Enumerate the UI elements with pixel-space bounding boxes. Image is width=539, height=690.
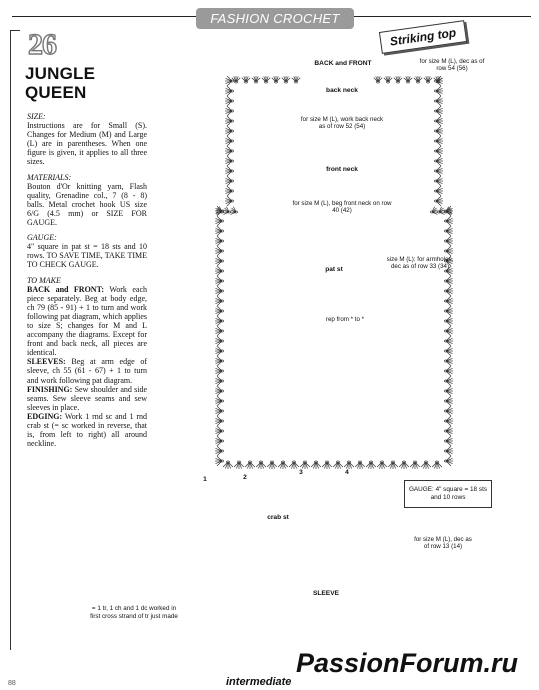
right-shoulder-fan: [414, 76, 422, 83]
bottom-edge-fan: [234, 461, 244, 469]
bottom-edge-fan: [289, 461, 299, 469]
left-edge-fan: [215, 426, 224, 436]
size-m-dec-top-note: for size M (L), dec as of row 54 (56): [419, 58, 485, 72]
right-edge-fan: [444, 426, 453, 436]
armhole-step-fan-right: [437, 207, 445, 215]
crab-step-4: 4: [345, 469, 349, 476]
left-edge-fan: [215, 246, 224, 256]
right-edge-fan: [434, 186, 443, 196]
bottom-edge-fan: [366, 461, 376, 469]
armhole-step-fan-right: [430, 207, 438, 215]
make-heading: TO MAKE: [27, 275, 61, 285]
right-shoulder-fan: [374, 76, 382, 83]
size-m-front-neck-note: for size M (L), beg front neck on row 40 (42): [292, 200, 392, 214]
left-edge-fan: [215, 216, 224, 226]
sleeves-label: SLEEVES:: [27, 357, 66, 367]
left-edge-fan: [215, 266, 224, 276]
right-edge-fan: [444, 296, 453, 306]
bottom-edge-fan: [432, 461, 442, 469]
materials-heading: MATERIALS:: [27, 172, 72, 182]
bottom-edge-fan: [388, 461, 398, 469]
right-edge-fan: [444, 306, 453, 316]
section-banner: FASHION CROCHET: [196, 8, 354, 29]
armhole-step-fan-left: [230, 207, 238, 215]
right-edge-fan: [444, 286, 453, 296]
left-edge-fan: [215, 276, 224, 286]
bottom-edge-fan: [344, 461, 354, 469]
size-m-sleeve-note: for size M (L), dec as of row 13 (14): [414, 536, 472, 550]
right-edge-fan: [444, 366, 453, 376]
right-edge-fan: [444, 446, 453, 456]
bottom-edge-fan: [333, 461, 343, 469]
right-edge-fan: [444, 246, 453, 256]
bottom-edge-fan: [223, 461, 233, 469]
bottom-edge-fan: [256, 461, 266, 469]
left-edge-fan: [215, 366, 224, 376]
finishing-text: Sew shoulder and side seams. Sew sleeve seams and sew sleeves in place.: [27, 384, 148, 412]
edging-label: EDGING:: [27, 411, 63, 421]
bottom-edge-fan: [399, 461, 409, 469]
left-edge-fan: [225, 196, 234, 206]
right-edge-fan: [434, 166, 443, 176]
bottom-edge-fan: [421, 461, 431, 469]
left-edge-fan: [225, 136, 234, 146]
bottom-edge-fan: [300, 461, 310, 469]
left-edge-fan: [215, 336, 224, 346]
left-edge-fan: [215, 346, 224, 356]
left-edge-fan: [215, 256, 224, 266]
armhole-step-fan-left: [223, 207, 231, 215]
right-edge-fan: [434, 136, 443, 146]
crab-step-1: 1: [203, 476, 207, 483]
size-heading: SIZE:: [27, 112, 46, 121]
pattern-tag: Striking top: [379, 20, 467, 54]
right-edge-fan: [444, 436, 453, 446]
left-edge-fan: [225, 166, 234, 176]
right-edge-fan: [444, 406, 453, 416]
left-edge-fan: [215, 316, 224, 326]
left-edge-fan: [225, 116, 234, 126]
left-edge-fan: [225, 126, 234, 136]
left-edge-fan: [225, 96, 234, 106]
sleeves-text: Beg at arm edge of sleeve, ch 55 (61 - 67) + 1 to turn and work following pat diagram.: [27, 357, 147, 385]
crab-step-3: 3: [299, 469, 303, 476]
left-edge-fan: [215, 226, 224, 236]
left-edge-fan: [225, 176, 234, 186]
back-front-text: Work each piece separately. Beg at body edge, ch 79 (85 - 91) + 1 to turn and work following pat diagram, which applies to size S; changes for M and L accompany the diagrams. Except for front and back neck, all pieces are identical.: [27, 284, 147, 358]
gauge-heading: GAUGE:: [27, 233, 57, 243]
left-edge-fan: [215, 296, 224, 306]
left-edge-fan: [215, 236, 224, 246]
difficulty-level: intermediate: [226, 676, 292, 688]
materials-text: Bouton d'Or knitting yarn, Flash quality, Grenadine col., 7 (8 - 8) balls. Metal crochet hook US size 6/G (4.5 mm) or SIZE FOR GAUGE.: [27, 181, 147, 228]
finishing-label: FINISHING:: [27, 384, 73, 394]
right-edge-fan: [444, 416, 453, 426]
left-edge-fan: [225, 76, 234, 86]
symbol-legend-text: = 1 tr, 1 ch and 1 dc worked in first cross strand of tr just made: [90, 605, 178, 620]
left-edge-fan: [225, 186, 234, 196]
left-shoulder-fan: [282, 76, 290, 83]
bottom-edge-fan: [355, 461, 365, 469]
repeat-note: rep from * to *: [325, 316, 365, 323]
bottom-edge-fan: [377, 461, 387, 469]
left-edge-fan: [215, 356, 224, 366]
right-edge-fan: [444, 376, 453, 386]
left-edge-fan: [225, 86, 234, 96]
back-neck-label: back neck: [326, 87, 358, 94]
left-shoulder-fan: [292, 76, 300, 83]
right-edge-fan: [444, 316, 453, 326]
left-edge-fan: [215, 406, 224, 416]
right-edge-fan: [444, 276, 453, 286]
bottom-edge-fan: [267, 461, 277, 469]
bottom-edge-fan: [322, 461, 332, 469]
gauge-text: 4" square in pat st = 18 sts and 10 rows. TO SAVE TIME, TAKE TIME TO CHECK GAUGE.: [27, 242, 147, 270]
right-edge-fan: [444, 236, 453, 246]
left-edge-fan: [225, 106, 234, 116]
right-edge-fan: [434, 196, 443, 206]
right-edge-fan: [434, 176, 443, 186]
right-edge-fan: [434, 156, 443, 166]
left-edge-fan: [215, 306, 224, 316]
right-edge-fan: [444, 396, 453, 406]
page-number: 88: [8, 680, 16, 687]
left-shoulder-fan: [272, 76, 280, 83]
watermark: PassionForum.ru: [296, 648, 519, 678]
left-edge-fan: [215, 386, 224, 396]
left-edge-fan: [215, 326, 224, 336]
size-text: Instructions are for Small (S). Changes for Medium (M) and Large (L) are in parentheses. When one figure is given, it applies to all three sizes.: [27, 121, 147, 167]
right-edge-fan: [444, 336, 453, 346]
back-front-label: BACK and FRONT:: [27, 284, 104, 294]
right-edge-fan: [444, 326, 453, 336]
right-edge-fan: [434, 146, 443, 156]
right-shoulder-fan: [424, 76, 432, 83]
pattern-number: 26: [28, 28, 56, 61]
right-edge-fan: [444, 456, 453, 466]
right-edge-fan: [444, 356, 453, 366]
gauge-box: GAUGE: 4" square = 18 sts and 10 rows: [404, 480, 492, 508]
left-shoulder-fan: [242, 76, 250, 83]
pattern-title-line-1: JUNGLE: [25, 64, 96, 83]
right-edge-fan: [434, 86, 443, 96]
pattern-title-line-2: QUEEN: [25, 83, 87, 102]
bottom-edge-fan: [278, 461, 288, 469]
right-edge-fan: [434, 126, 443, 136]
edging-text: Work 1 rnd sc and 1 rnd crab st (= sc worked in reverse, that is, from left to right) all around neckline.: [27, 411, 147, 449]
right-edge-fan: [444, 226, 453, 236]
crab-st-label: crab st: [267, 514, 289, 521]
right-shoulder-fan: [394, 76, 402, 83]
right-edge-fan: [444, 216, 453, 226]
right-shoulder-fan: [384, 76, 392, 83]
left-edge-fan: [225, 146, 234, 156]
right-edge-fan: [444, 346, 453, 356]
right-edge-fan: [434, 106, 443, 116]
front-neck-label: front neck: [326, 166, 358, 173]
crab-step-2: 2: [243, 474, 247, 481]
back-front-label-diagram: BACK and FRONT: [314, 60, 372, 67]
bottom-edge-fan: [311, 461, 321, 469]
left-edge-fan: [215, 286, 224, 296]
bottom-edge-fan: [410, 461, 420, 469]
pat-st-label: pat st: [325, 266, 343, 273]
left-edge-fan: [215, 376, 224, 386]
right-shoulder-fan: [404, 76, 412, 83]
left-edge-fan: [215, 456, 224, 466]
left-shoulder-fan: [252, 76, 260, 83]
size-m-armholes-note: size M (L): for armholes, dec as of row 33 (34): [386, 256, 454, 270]
left-shoulder-fan: [262, 76, 270, 83]
bottom-edge-fan: [245, 461, 255, 469]
size-m-back-neck-note: for size M (L), work back neck as of row 52 (54): [300, 116, 384, 130]
sleeve-label: SLEEVE: [312, 590, 340, 597]
right-edge-fan: [434, 96, 443, 106]
left-edge-fan: [215, 396, 224, 406]
right-edge-fan: [434, 116, 443, 126]
left-edge-fan: [215, 416, 224, 426]
left-edge-fan: [225, 156, 234, 166]
left-edge-fan: [215, 446, 224, 456]
left-edge-fan: [215, 436, 224, 446]
right-edge-fan: [444, 386, 453, 396]
